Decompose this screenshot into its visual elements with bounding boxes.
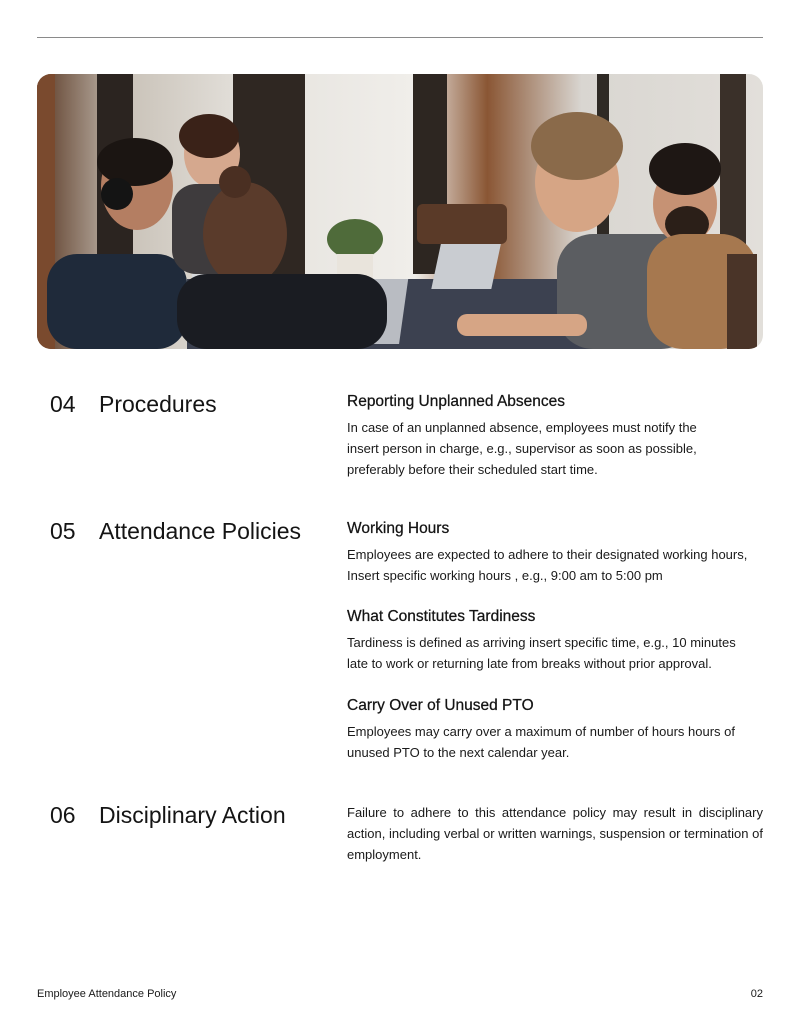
section-name: Procedures — [99, 391, 217, 417]
subheading-reporting-unplanned-absences: Reporting Unplanned Absences — [347, 393, 566, 410]
footer-page-number: 02 — [750, 988, 763, 1000]
section-05-pto-carry-over — [347, 697, 763, 763]
section-04-content — [347, 393, 763, 480]
section-04-title — [50, 391, 217, 418]
paragraph-pto-carry-over: Employees may carry over a maximum of number of hours hours of unused PTO to the next calendar year. — [347, 724, 735, 760]
subheading-working-hours: Working Hours — [347, 520, 450, 537]
section-number: 04 — [50, 391, 76, 417]
section-05-title — [50, 518, 301, 545]
section-name: Attendance Policies — [99, 518, 302, 544]
top-divider — [37, 37, 763, 38]
section-number: 06 — [50, 802, 76, 828]
hero-photo — [37, 74, 763, 349]
subheading-tardiness: What Constitutes Tardiness — [347, 608, 536, 625]
section-number: 05 — [50, 518, 76, 544]
section-05-tardiness — [347, 608, 763, 674]
section-06-title — [50, 802, 286, 829]
paragraph-reporting-unplanned-absences: In case of an unplanned absence, employees must notify the insert person in charge, e.g., supervisor as soon as possible, preferably before their scheduled start time. — [347, 420, 697, 477]
subheading-pto-carry-over: Carry Over of Unused PTO — [347, 697, 534, 714]
section-05-working-hours — [347, 520, 763, 586]
paragraph-working-hours: Employees are expected to adhere to their designated working hours, Insert specific working hours , e.g., 9:00 am to 5:00 pm — [347, 547, 748, 583]
footer-document-title: Employee Attendance Policy — [37, 988, 177, 1000]
section-name: Disciplinary Action — [99, 802, 286, 828]
section-06-content — [347, 802, 763, 865]
paragraph-disciplinary-action: Failure to adhere to this attendance policy may result in disciplinary action, including verbal or written warnings, suspension or termination of employment. — [347, 805, 763, 862]
paragraph-tardiness: Tardiness is defined as arriving insert specific time, e.g., 10 minutes late to work or returning late from breaks without prior approval. — [347, 635, 736, 671]
